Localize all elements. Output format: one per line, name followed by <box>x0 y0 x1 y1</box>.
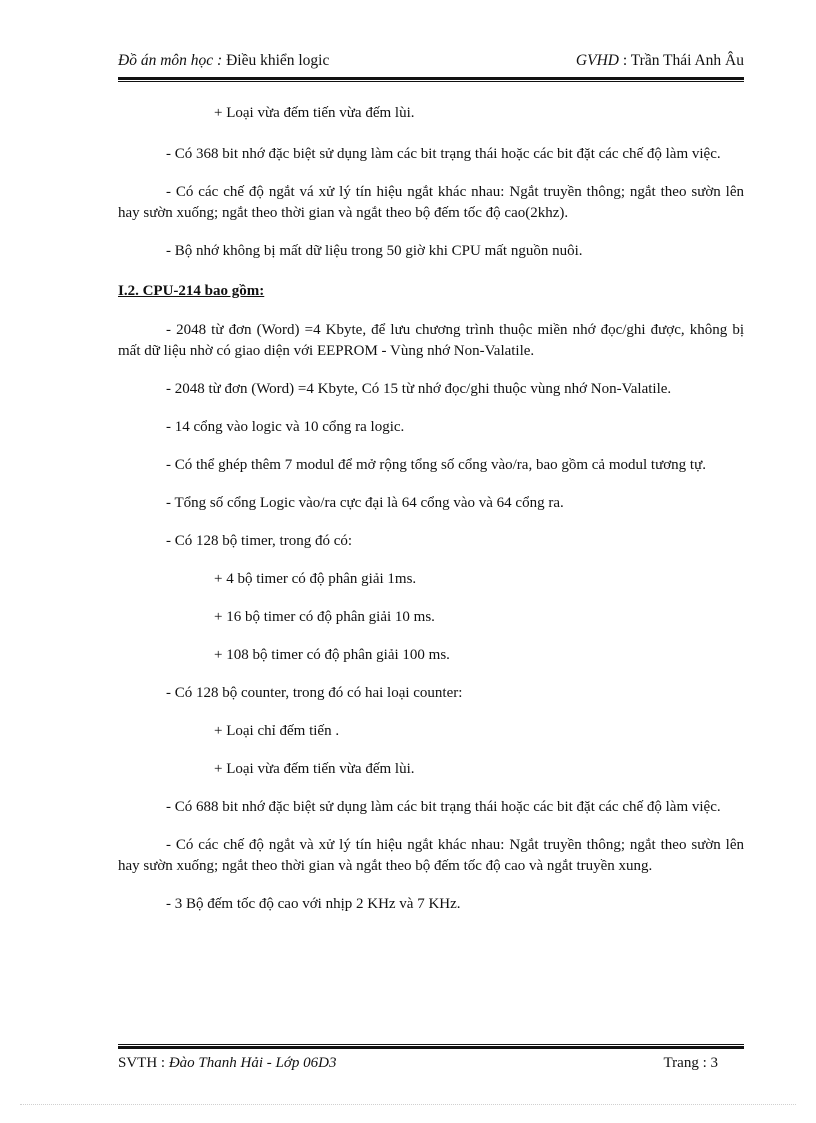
paragraph: - Có các chế độ ngắt vá xử lý tín hiệu ngắt khác nhau: Ngắt truyền thông; ngắt theo sườn lên hay sườn xuống; ngắt theo thời gian và ngắt theo bộ đếm tốc độ cao(2khz). <box>118 184 744 221</box>
paragraph: - 2048 từ đơn (Word) =4 Kbyte, để lưu chương trình thuộc miền nhớ đọc/ghi được, không bị mất dữ liệu nhờ có giao diện với EEPROM - Vùng nhớ Non-Valatile. <box>118 322 744 359</box>
page-header <box>118 50 744 74</box>
header-divider <box>118 77 744 82</box>
page-number: Trang : 3 <box>663 1055 718 1071</box>
header-advisor-label: GVHD <box>575 52 619 69</box>
header-course-label: Đồ án môn học : <box>118 52 223 69</box>
header-course-value: Điều khiển logic <box>222 52 330 69</box>
paragraph: + Loại vừa đếm tiến vừa đếm lùi. <box>214 761 415 777</box>
paragraph: - 3 Bộ đếm tốc độ cao với nhịp 2 KHz và 7 KHz. <box>166 896 461 912</box>
footer-student-value: Đào Thanh Hải - Lớp 06D3 <box>168 1055 337 1071</box>
footer-student-label: SVTH : <box>118 1055 169 1071</box>
paragraph: + 4 bộ timer có độ phân giải 1ms. <box>214 571 417 587</box>
header-advisor-value: : Trần Thái Anh Âu <box>618 52 744 69</box>
document-body <box>118 103 744 915</box>
paragraph: + Loại chỉ đếm tiến . <box>214 723 340 739</box>
paragraph: - Bộ nhớ không bị mất dữ liệu trong 50 giờ khi CPU mất nguồn nuôi. <box>166 243 583 259</box>
paragraph: + 16 bộ timer có độ phân giải 10 ms. <box>214 609 435 625</box>
paragraph: - 2048 từ đơn (Word) =4 Kbyte, Có 15 từ nhớ đọc/ghi thuộc vùng nhớ Non-Valatile. <box>166 381 672 397</box>
paragraph: - Có 128 bộ counter, trong đó có hai loại counter: <box>166 685 463 701</box>
header-course <box>118 52 329 70</box>
footer-student <box>118 1055 336 1072</box>
paragraph: - 14 cổng vào logic và 10 cổng ra logic. <box>166 419 405 435</box>
header-advisor <box>576 52 744 70</box>
page-edge-divider <box>20 1104 796 1105</box>
footer-divider <box>118 1044 744 1049</box>
paragraph: + Loại vừa đếm tiến vừa đếm lùi. <box>214 105 415 121</box>
paragraph: + 108 bộ timer có độ phân giải 100 ms. <box>214 647 450 663</box>
paragraph: - Tổng số cổng Logic vào/ra cực đại là 64 cổng vào và 64 cổng ra. <box>166 495 564 511</box>
paragraph: - Có các chế độ ngắt và xử lý tín hiệu ngắt khác nhau: Ngắt truyền thông; ngắt theo sườn lên hay sườn xuống; ngắt theo thời gian và ngắt theo bộ đếm tốc độ cao và ngắt truyền xung. <box>118 837 744 874</box>
paragraph: - Có 688 bit nhớ đặc biệt sử dụng làm các bit trạng thái hoặc các bit đặt các chế độ làm việc. <box>166 799 721 815</box>
paragraph: - Có thể ghép thêm 7 modul để mở rộng tổng số cổng vào/ra, bao gồm cả modul tương tự. <box>166 457 706 473</box>
paragraph: - Có 368 bit nhớ đặc biệt sử dụng làm các bit trạng thái hoặc các bit đặt các chế độ làm việc. <box>166 146 721 162</box>
paragraph: - Có 128 bộ timer, trong đó có: <box>166 533 353 549</box>
section-heading: I.2. CPU-214 bao gồm: <box>118 283 265 299</box>
